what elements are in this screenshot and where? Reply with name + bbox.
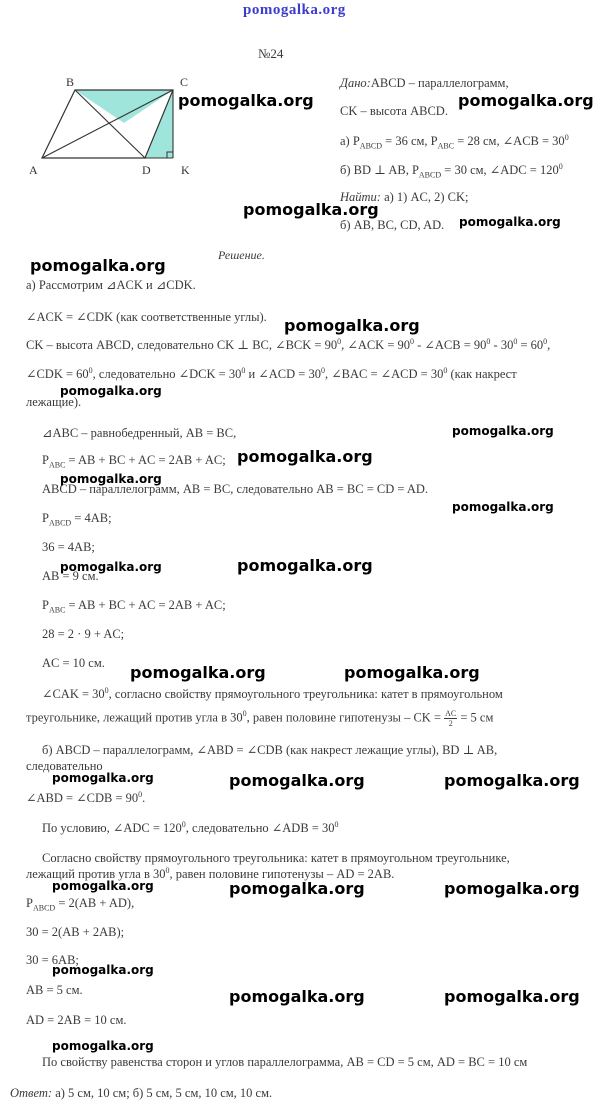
watermark: pomogalka.org	[458, 91, 594, 110]
vertex-label-c: C	[180, 75, 189, 89]
solution-line: лежащие).	[26, 395, 82, 409]
problem-number: №24	[258, 46, 284, 61]
given-heading: Дано:	[340, 76, 371, 90]
solution-line: По условию, ∠ADC = $120^0$, следовательно ∠ADB = $30^0$	[42, 820, 339, 836]
watermark: pomogalka.org	[452, 424, 554, 438]
answer-text: а) 5 см, 10 см; б) 5 см, 5 см, 10 см, 10 см.	[55, 1086, 273, 1100]
watermark: pomogalka.org	[52, 963, 154, 977]
given-line-4: б) BD ⊥ AB, $P_{ABCD} = 30$ см, ∠ADC = $120^0$	[340, 162, 563, 180]
vertex-label-k: K	[181, 163, 190, 177]
solution-line: $P_{ABC}$ = AB + BC + AC = 2AB + AC;	[42, 453, 226, 470]
solution-line: 30 = 6AB;	[26, 953, 79, 967]
watermark: pomogalka.org	[30, 256, 166, 275]
solution-line: ABCD – параллелограмм, AB = BC, следовательно AB = BC = CD = AD.	[42, 482, 429, 496]
solution-line: следовательно	[26, 759, 103, 773]
solution-line: треугольнике, лежащий против угла в $30^0$, равен половине гипотенузы – CK = $\frac{AC}{2}$ = 5 см	[26, 709, 494, 728]
solution-line: ∠ACK = ∠CDK (как соответственные углы).	[26, 310, 267, 324]
watermark: pomogalka.org	[243, 200, 379, 219]
watermark: pomogalka.org	[237, 447, 373, 466]
watermark: pomogalka.org	[237, 556, 373, 575]
solution-line: $P_{ABC}$ = AB + BC + AC = 2AB + AC;	[42, 598, 226, 615]
solution-line: 30 = 2(AB + 2AB);	[26, 925, 125, 939]
watermark: pomogalka.org	[178, 91, 314, 110]
watermark: pomogalka.org	[459, 215, 561, 229]
given-line-1-text: ABCD – параллелограмм,	[370, 76, 509, 90]
watermark: pomogalka.org	[444, 879, 580, 898]
watermark: pomogalka.org	[60, 384, 162, 398]
watermark: pomogalka.org	[444, 987, 580, 1006]
answer-heading: Ответ:	[10, 1086, 53, 1100]
solution-line: ∠ABD = ∠CDB = $90^0$.	[26, 790, 146, 806]
watermark: pomogalka.org	[229, 771, 365, 790]
solution-line: $P_{ABCD} = 4AB$;	[42, 511, 112, 528]
watermark: pomogalka.org	[444, 771, 580, 790]
given-line-2: CK – высота ABCD.	[340, 104, 448, 118]
solution-line: AC = 10 см.	[42, 656, 105, 670]
given-line-1	[340, 76, 509, 91]
solution-line: AB = 9 см.	[42, 569, 99, 583]
highlight-top-triangle	[75, 90, 173, 123]
watermark: pomogalka.org	[344, 663, 480, 682]
solution-heading: Решение.	[218, 248, 265, 262]
solution-line: CK – высота ABCD, следовательно CK ⊥ BC, ∠BCK = $90^0$, ∠ACK = $90^0$ - ∠ACB = $90^0 - 30^0 = 60^0$,	[26, 337, 551, 353]
find-line-2: б) AB, BC, CD, AD.	[340, 218, 445, 232]
solution-line: AB = 5 см.	[26, 983, 83, 997]
watermark: pomogalka.org	[130, 663, 266, 682]
solution-line: AD = 2AB = 10 см.	[26, 1013, 127, 1027]
watermark: pomogalka.org	[229, 879, 365, 898]
solution-line: 28 = 2 · 9 + AC;	[42, 627, 125, 641]
watermark: pomogalka.org	[229, 987, 365, 1006]
watermark: pomogalka.org	[52, 771, 154, 785]
given-line-3: а) $P_{ABCD} = 36$ см, $P_{ABC} = 28$ см, ∠ACB = $30^0$	[340, 133, 569, 151]
find-line-1-text: а) 1) AC, 2) CK;	[384, 190, 469, 204]
vertex-label-b: B	[66, 75, 75, 89]
solution-line: ∠CAK = $30^0$, согласно свойству прямоугольного треугольника: катет в прямоугольном	[42, 686, 503, 702]
answer-line	[10, 1086, 272, 1101]
solution-line: а) Рассмотрим ⊿ACK и ⊿CDK.	[26, 278, 196, 292]
watermark: pomogalka.org	[52, 879, 154, 893]
find-heading: Найти:	[340, 190, 381, 204]
vertex-label-d: D	[142, 163, 151, 177]
solution-line: ⊿ABC – равнобедренный, AB = BC,	[42, 426, 237, 440]
solution-line: Согласно свойству прямоугольного треугольника: катет в прямоугольном треугольнике,	[42, 851, 510, 865]
vertex-label-a: A	[29, 163, 38, 177]
solution-line: $P_{ABCD} = 2(AB + AD)$,	[26, 896, 135, 913]
watermark: pomogalka.org	[452, 500, 554, 514]
solution-line: б) ABCD – параллелограмм, ∠ABD = ∠CDB (как накрест лежащие углы), BD ⊥ AB,	[42, 743, 498, 757]
watermark: pomogalka.org	[60, 560, 162, 574]
solution-line: По свойству равенства сторон и углов параллелограмма, AB = CD = 5 см, AD = BC = 10 см	[42, 1055, 528, 1069]
solution-line: ∠CDK = $60^0$, следовательно ∠DCK = $30^0$ и ∠ACD = $30^0$, ∠BAC = ∠ACD = $30^0$ (как накрест	[26, 366, 517, 382]
solution-line: 36 = 4AB;	[42, 540, 95, 554]
watermark: pomogalka.org	[60, 472, 162, 486]
watermark: pomogalka.org	[52, 1039, 154, 1053]
watermark: pomogalka.org	[284, 316, 420, 335]
top-watermark: pomogalka.org	[243, 2, 346, 18]
solution-line: лежащий против угла в $30^0$, равен половине гипотенузы – AD = 2AB.	[26, 866, 395, 882]
